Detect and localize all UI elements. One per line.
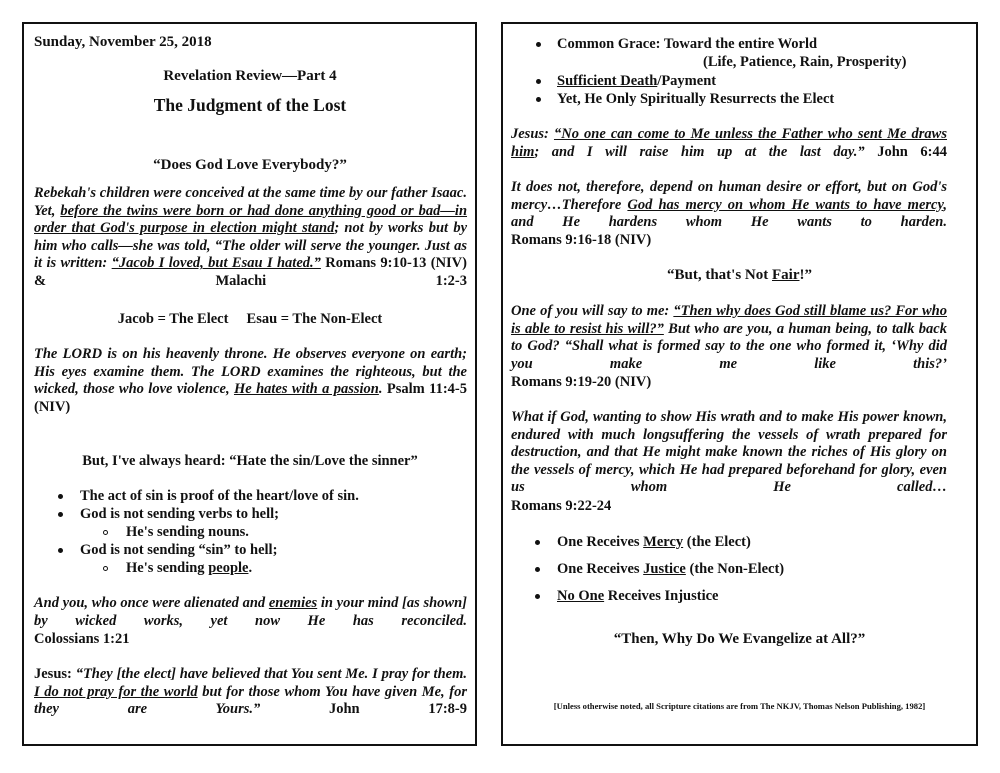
colossians-citation: Colossians 1:21 bbox=[34, 631, 130, 647]
bullet-dot bbox=[536, 79, 541, 84]
sub-bullet-people: He's sending people. bbox=[126, 560, 253, 576]
bullet-dot bbox=[536, 97, 541, 102]
scripture-footnote: [Unless otherwise noted, all Scripture citations are from The NKJV, Thomas Nelson Publishing, 1982] bbox=[553, 701, 926, 711]
bullet-dot bbox=[535, 567, 540, 572]
not-fair-heading: “But, that's Not Fair!” bbox=[666, 267, 812, 283]
elect-line: Jacob = The Elect Esau = The Non-Elect bbox=[117, 311, 383, 327]
evangelize-heading: “Then, Why Do We Evangelize at All?” bbox=[613, 631, 866, 647]
bullet-no-injustice: No One Receives Injustice bbox=[557, 588, 719, 604]
rebekah-passage: Rebekah's children were conceived at the same time by our father Isaac. Yet, before the twins were born or had done anything good or bad—in order that God's purpose in election might stand; not by works but by him who calls—she was told, “The older will serve the younger. Just as it is written: “Jacob I loved, but Esau I hated.” Romans 9:10-13 (NIV) & Malachi 1:2-3 bbox=[34, 185, 468, 289]
sub-bullet-ring bbox=[103, 530, 108, 535]
colossians-passage: And you, who once were alienated and enemies in your mind [as shown] by wicked works, yet now He has reconciled. bbox=[34, 595, 467, 629]
bullet-dot bbox=[58, 494, 63, 499]
romans9-16-citation: Romans 9:16-18 (NIV) bbox=[511, 232, 652, 248]
bullet-resurrects-elect: Yet, He Only Spiritually Resurrects the Elect bbox=[557, 91, 835, 107]
rebekah-citation: Romans 9:10-13 (NIV) & Malachi 1:2-3 bbox=[34, 255, 467, 289]
main-title: The Judgment of the Lost bbox=[153, 95, 347, 115]
romans9-16-passage: It does not, therefore, depend on human desire or effort, but on God's mercy…Therefore God has mercy on whom He wants to have mercy, and He hardens whom He wants to harden. bbox=[511, 179, 947, 231]
love-question: “Does God Love Everybody?” bbox=[153, 157, 347, 173]
romans9-22-citation: Romans 9:22-24 bbox=[511, 498, 612, 514]
bullet-receives-justice: One Receives Justice (the Non-Elect) bbox=[557, 561, 785, 577]
date: Sunday, November 25, 2018 bbox=[34, 34, 212, 50]
bullet-dot bbox=[535, 540, 540, 545]
bullet-common-grace: Common Grace: Toward the entire World bbox=[557, 36, 818, 52]
bullet-not-verbs: God is not sending verbs to hell; bbox=[80, 506, 279, 522]
series-title: Revelation Review—Part 4 bbox=[163, 68, 337, 84]
romans9-19-citation: Romans 9:19-20 (NIV) bbox=[511, 374, 652, 390]
john17-citation: John 17:8-9 bbox=[260, 701, 467, 718]
sub-bullet-ring bbox=[103, 566, 108, 571]
bullet-dot bbox=[536, 42, 541, 47]
bullet-dot bbox=[58, 512, 63, 517]
psalm-citation: Psalm 11:4-5 (NIV) bbox=[34, 381, 467, 415]
hate-sin-heading: But, I've always heard: “Hate the sin/Love the sinner” bbox=[82, 453, 418, 469]
bullet-dot bbox=[58, 548, 63, 553]
sub-bullet-nouns: He's sending nouns. bbox=[126, 524, 249, 540]
common-grace-sub: (Life, Patience, Rain, Prosperity) bbox=[703, 54, 907, 70]
bullet-not-sin: God is not sending “sin” to hell; bbox=[80, 542, 278, 558]
bullet-sufficient-death: Sufficient Death/Payment bbox=[557, 73, 717, 89]
psalm-passage: The LORD is on his heavenly throne. He observes everyone on earth; His eyes examine them. The LORD examines the righteous, but the wicked, those who love violence, He hates with a passion. Psalm 11:4-5 (NIV) bbox=[34, 346, 467, 415]
bullet-dot bbox=[535, 594, 540, 599]
bullet-sin-proof: The act of sin is proof of the heart/love of sin. bbox=[80, 488, 359, 504]
john17-passage: Jesus: “They [the elect] have believed that You sent Me. I pray for them. I do not pray for the world but for those whom You have given Me, for they are Yours.” John 17:8-9 bbox=[34, 666, 467, 718]
romans9-22-passage: What if God, wanting to show His wrath and to make His power known, endured with much longsuffering the vessels of wrath prepared for destruction, and that He might make known the riches of His glory on the vessels of mercy, which He had prepared beforehand for glory, even us whom He called… bbox=[511, 409, 947, 496]
bullet-receives-mercy: One Receives Mercy (the Elect) bbox=[557, 534, 751, 550]
john6-passage: Jesus: “No one can come to Me unless the Father who sent Me draws him; and I will raise him up at the last day.” John 6:44 bbox=[511, 126, 948, 160]
john6-citation: John 6:44 bbox=[864, 143, 947, 160]
romans9-19-passage: One of you will say to me: “Then why does God still blame us? For who is able to resist his will?” But who are you, a human being, to talk back to God? “Shall what is formed say to the one who formed it, ‘Why did you make me like this?’ bbox=[511, 303, 947, 372]
